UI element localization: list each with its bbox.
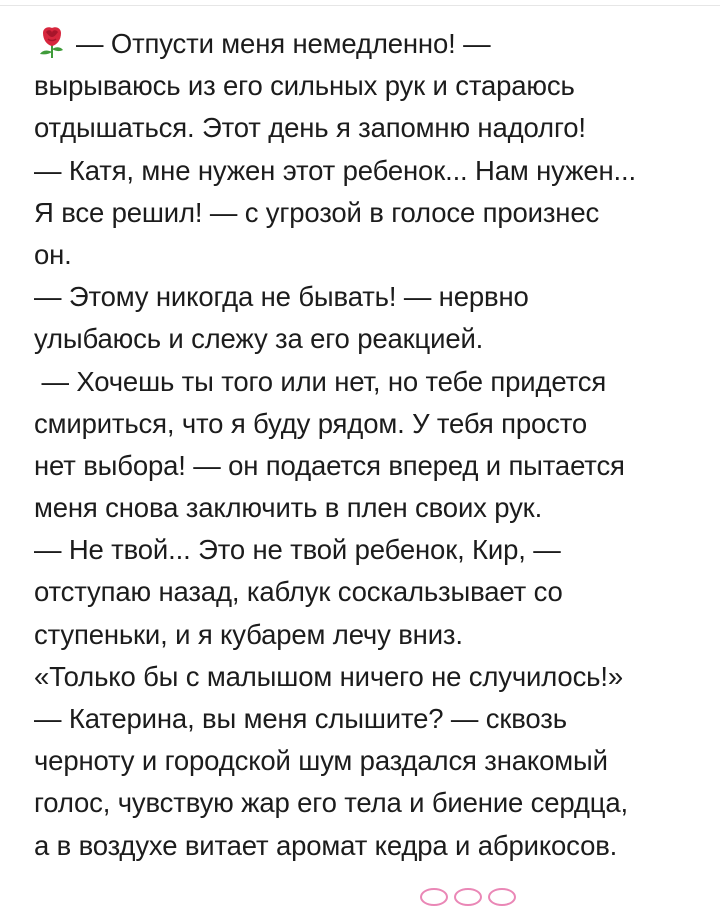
- post-line-11: нет выбора! — он подается вперед и пытается: [34, 449, 625, 481]
- post-line-14: отступаю назад, каблук соскальзывает со: [34, 576, 563, 608]
- post-line-16: «Только бы с малышом ничего не случилось!»: [34, 660, 623, 692]
- post-line-6: он.: [34, 238, 72, 270]
- heart-icon: [454, 888, 482, 906]
- top-divider: [0, 5, 720, 6]
- post-line-9: — Хочешь ты того или нет, но тебе придется: [34, 365, 607, 397]
- post-line-1: [34, 23, 714, 65]
- post-text: [34, 23, 714, 867]
- post-line-text: — Отпусти меня немедленно! —: [76, 28, 491, 59]
- post-line-2: вырываюсь из его сильных рук и стараюсь: [34, 70, 575, 102]
- heart-icon: [488, 888, 516, 906]
- post-line-10: смириться, что я буду рядом. У тебя просто: [34, 407, 587, 439]
- post-line-19: голос, чувствую жар его тела и биение сердца,: [34, 787, 629, 819]
- post-line-17: — Катерина, вы меня слышите? — сквозь: [34, 703, 567, 734]
- post-line-18: черноту и городской шум раздался знакомый: [34, 745, 608, 777]
- hearts-emoji-row: [420, 888, 516, 908]
- post-line-20: а в воздухе витает аромат кедра и абрикосов.: [34, 829, 618, 861]
- post-line-5: Я все решил! — с угрозой в голосе произнес: [34, 196, 600, 228]
- heart-icon: [420, 888, 448, 906]
- post-line-8: улыбаюсь и слежу за его реакцией.: [34, 323, 484, 355]
- rose-icon: [34, 25, 70, 59]
- post-line-12: меня снова заключить в плен своих рук.: [34, 492, 543, 524]
- post-line-4: — Катя, мне нужен этот ребенок... Нам нужен...: [34, 154, 636, 186]
- post-line-13: — Не твой... Это не твой ребенок, Кир, —: [34, 534, 561, 566]
- post-line-3: отдышаться. Этот день я запомню надолго!: [34, 112, 586, 144]
- post-line-7: — Этому никогда не бывать! — нервно: [34, 281, 529, 313]
- post-line-15: ступеньки, и я кубарем лечу вниз.: [34, 618, 463, 650]
